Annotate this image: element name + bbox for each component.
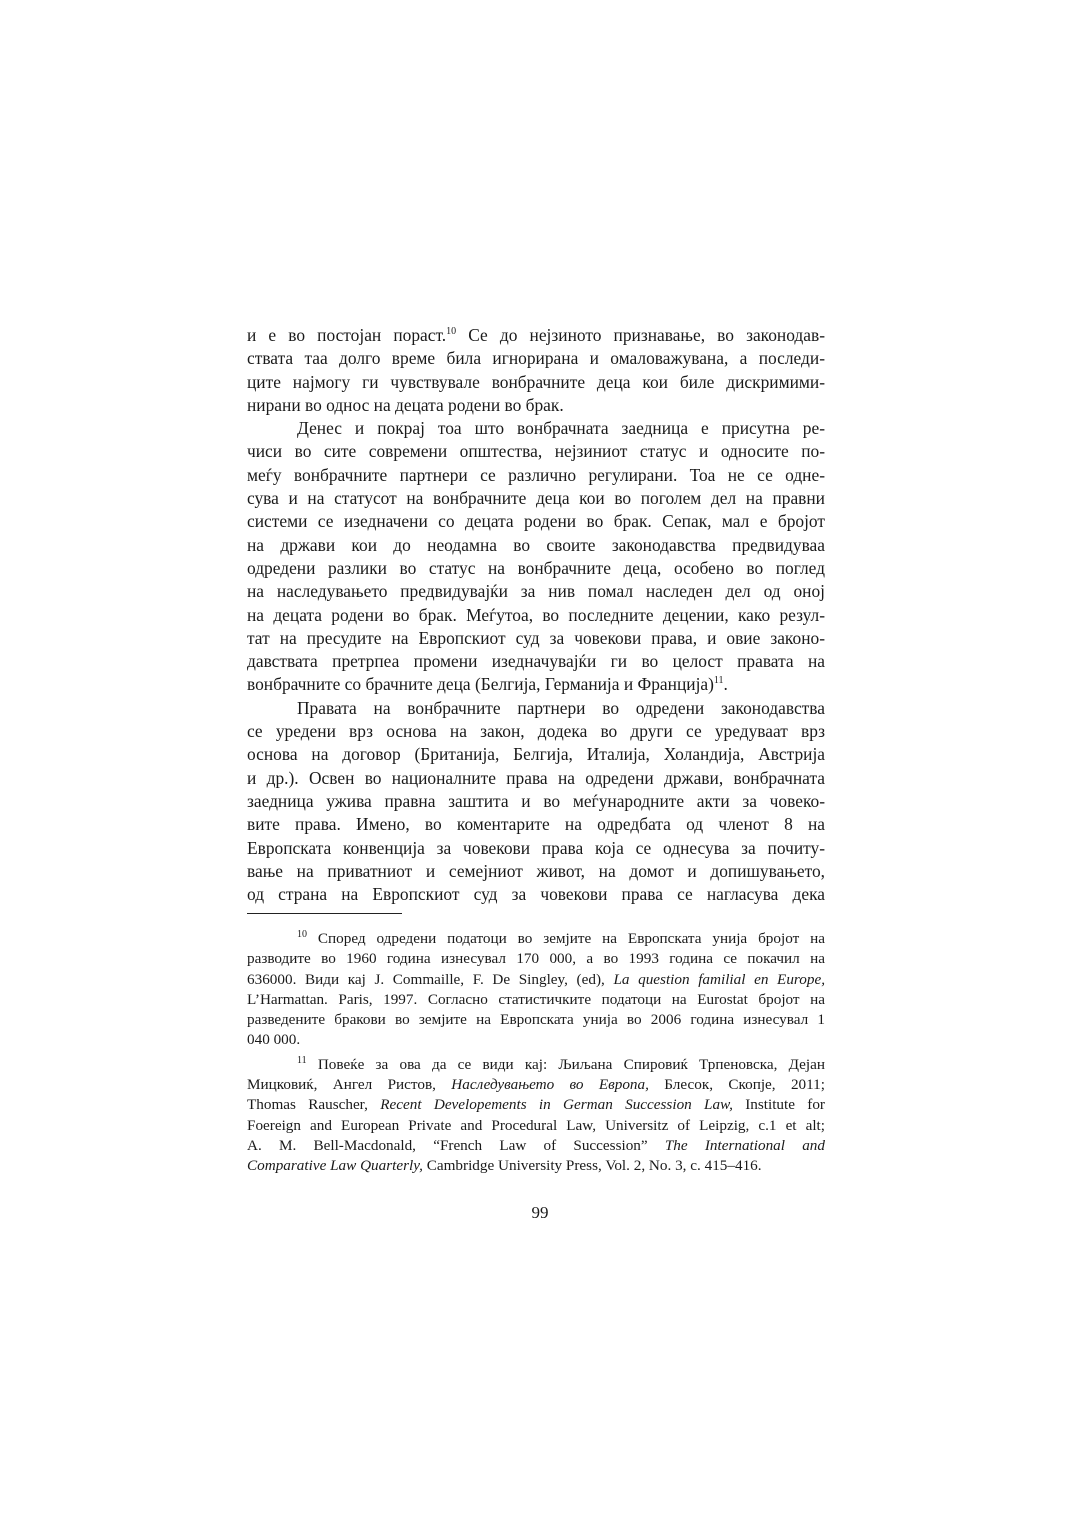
italic-title: Comparative Law Quarterly, <box>247 1157 423 1175</box>
footnote-line: 040 000. <box>247 1031 301 1049</box>
italic-title: La question familial en Europe, <box>613 970 825 988</box>
text-line: ците најмогу ги чувствувале вонбрачните деца кои биле дискримими- <box>247 371 825 392</box>
footnote-line <box>247 970 825 990</box>
text-line: заедница ужива правна заштита и во меѓународните акти за човеко- <box>247 790 825 811</box>
text-line: од страна на Европскиот суд за човекови права се нагласува дека <box>247 884 825 905</box>
text-span: Thomas Rauscher, <box>247 1096 381 1114</box>
text-line: системи се изедначени со децата родени во брак. Сепак, мал е бројот <box>247 511 825 532</box>
italic-title: Recent Developements in German Succession Law, <box>380 1096 733 1114</box>
text-line <box>247 324 825 347</box>
footnote-line: L’Harmattan. Paris, 1997. Согласно статистичките податоци на Eurostat бројот на <box>247 990 825 1008</box>
text-span: Cambridge University Press, Vol. 2, No. 3, c. 415–416. <box>422 1157 762 1175</box>
text-line: ствата таа долго време била игнорирана и омаловажувана, а последи- <box>247 348 825 369</box>
footnote-line <box>247 1156 825 1176</box>
paragraph-1 <box>247 324 825 417</box>
footnote-line <box>247 1055 825 1075</box>
footnote-11 <box>247 1055 825 1177</box>
page-number: 99 <box>531 1203 549 1222</box>
text-line: на наследувањето предвидувајќи за нив помал наследен дел од оној <box>247 581 825 602</box>
text-line: вање на приватниот и семејниот живот, на домот и допишувањето, <box>247 860 825 881</box>
text-span: Блесок, Скопје, 2011; <box>648 1076 825 1094</box>
text-line: одредени разлики во статус на вонбрачните деца, особено во поглед <box>247 557 825 578</box>
text-line: се уредени врз основа на закон, додека во други се уредуваат врз <box>247 721 825 742</box>
text-line: тат на пресудите на Европскиот суд за човекови права, и овие законо- <box>247 627 825 648</box>
paragraph-3 <box>247 697 825 907</box>
text-span: Мицковиќ, Ангел Ристов, <box>247 1076 452 1094</box>
text-line: меѓу вонбрачните партнери се различно регулирани. Тоа не се однe- <box>247 464 825 485</box>
italic-title: The International and <box>664 1136 825 1154</box>
footnote-line <box>247 1095 825 1115</box>
footnote-line <box>247 1075 825 1095</box>
text-line: основа на договор (Британија, Белгија, Италија, Холандија, Австрија <box>247 744 825 765</box>
footnote-divider <box>247 913 402 914</box>
text-span: Се до нејзиното признавање, во законодав- <box>456 325 825 345</box>
text-span: вонбрачните со брачните деца (Белгија, Германија и Франција) <box>247 674 714 695</box>
text-line: на држави кои до неодамна во своите законодавства предвидуваа <box>247 534 825 555</box>
text-line <box>247 673 825 696</box>
text-span: Institute for <box>732 1096 825 1114</box>
text-line: вите права. Имено, во коментарите на одредбата од членот 8 на <box>247 814 825 835</box>
text-line: на децата родени во брак. Меѓутоа, во последните децении, како резул- <box>247 604 825 625</box>
footnote-line: разводите во 1960 година изнесувал 170 000, а во 1993 година се покачил на <box>247 950 825 968</box>
footnotes <box>247 929 825 1177</box>
footnote-number: 10 <box>297 928 307 940</box>
text-span: 636000. Види кај J. Commaille, F. De Singley, (ed), <box>247 970 614 988</box>
footnote-line: Foereign and European Private and Procedural Law, Universitz of Leipzig, c.1 et alt; <box>247 1116 825 1134</box>
text-span: Повеќе за ова да се види кај: Љиљана Спировиќ Трпеновска, Дејан <box>306 1055 825 1073</box>
text-line: Правата на вонбрачните партнери во одредени законодавства <box>297 697 825 718</box>
main-text <box>247 324 825 906</box>
text-span: . <box>723 674 728 695</box>
text-line: сува и на статусот на вонбрачните деца кои во поголем дел на правни <box>247 488 825 509</box>
footnote-ref-10: 10 <box>446 326 457 338</box>
italic-title: Наследувањето во Европа, <box>451 1076 649 1094</box>
text-line: Денес и покрај тоа што вонбрачната заедница е присутна ре- <box>297 418 825 439</box>
footnote-line <box>247 929 825 949</box>
text-span: Според одредени податоци во земјите на Европската унија бројот на <box>307 930 825 947</box>
text-span: и е во постојан пораст. <box>247 325 447 345</box>
footnote-number: 11 <box>297 1054 307 1066</box>
text-line: и др.). Освен во националните права на одредени држави, вонбрачната <box>247 767 825 788</box>
text-line: Европската конвенција за човекови права која се однесува за почиту- <box>247 837 825 858</box>
paragraph-2 <box>247 417 825 697</box>
footnote-line <box>247 1136 825 1156</box>
text-line: нирани во однос на децата родени во брак. <box>247 394 564 415</box>
footnote-ref-11: 11 <box>713 675 724 687</box>
text-span: A. M. Bell-Macdonald, “French Law of Succession” <box>247 1136 665 1154</box>
footnote-10 <box>247 929 825 1051</box>
text-line: давствата претрпеа промени изедначувајќи ги во целост правата на <box>247 651 825 672</box>
text-line: чиси во сите современи општества, нејзиниот статус и односите по- <box>247 441 825 462</box>
footnote-line: разведените бракови во земјите на Европската унија во 2006 година изнесувал 1 <box>247 1011 825 1029</box>
